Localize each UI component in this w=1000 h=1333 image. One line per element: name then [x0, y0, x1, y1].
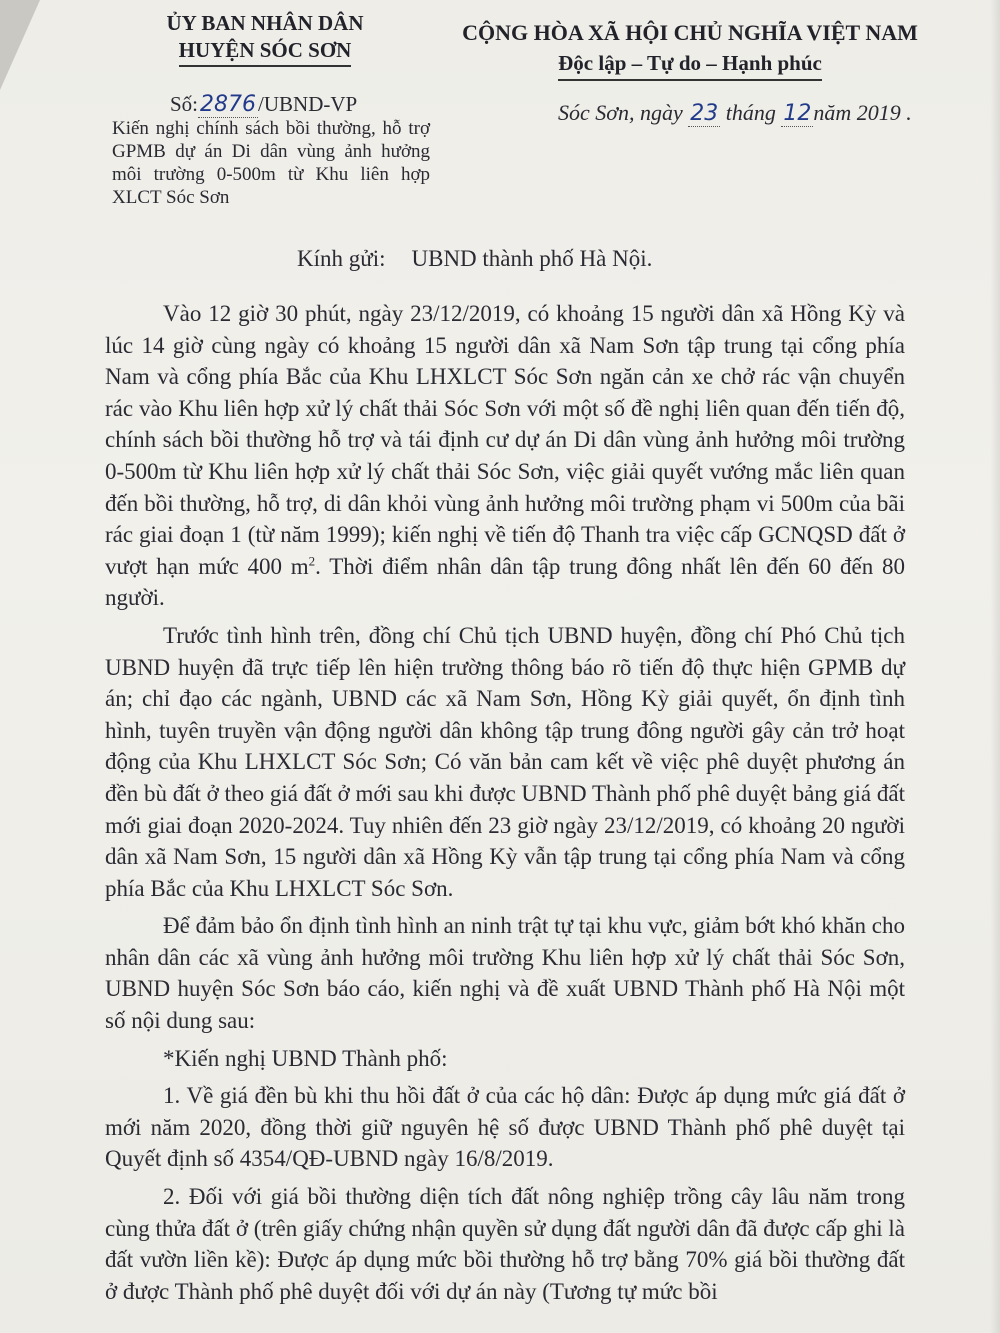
paragraph-2: Trước tình hình trên, đồng chí Chủ tịch UBND huyện, đồng chí Phó Chủ tịch UBND huyện đã trực tiếp lên hiện trường thông báo rõ tiến độ thực hiện GPMB dự án; chỉ đạo các ngành, UBND các xã Nam Sơn, Hồng Kỳ giải quyết, ổn định tình hình, tuyên truyền vận động người dân không tập trung đông người gây cản trở hoạt động của Khu LHXLCT Sóc Sơn; Có văn bản cam kết về việc phê duyệt phương án đền bù đất ở theo giá đất ở mới sau khi được UBND Thành phố phê duyệt bảng giá đất mới giai đoạn 2020-2024. Tuy nhiên đến 23 giờ ngày 23/12/2019, có khoảng 20 người dân xã Nam Sơn, 15 người dân xã Hồng Kỳ vẫn tập trung tại cổng phía Nam và cổng phía Bắc của Khu LHXLCT Sóc Sơn. — [105, 622, 905, 901]
national-motto: Độc lập – Tự do – Hạnh phúc — [558, 48, 822, 81]
ref-suffix: /UBND-VP — [258, 92, 358, 116]
year-label: năm 2019 . — [813, 100, 912, 125]
recipient-name: UBND thành phố Hà Nội. — [411, 246, 653, 271]
paragraph-1-end: . Thời điểm nhân dân tập trung đông nhất lên đến 60 đến 80 người. — [105, 553, 905, 611]
document-summary: Kiến nghị chính sách bồi thường, hỗ trợ GPMB dự án Di dân vùng ảnh hưởng môi trường 0-500m từ Khu liên hợp XLCT Sóc Sơn — [112, 118, 430, 208]
superscript-2: 2 — [308, 553, 316, 569]
paragraph-3: Để đảm bảo ổn định tình hình an ninh trật tự tại khu vực, giảm bớt khó khăn cho nhân dân các xã vùng ảnh hưởng môi trường Khu liên hợp xử lý chất thải Sóc Sơn, UBND huyện Sóc Sơn báo cáo, kiến nghị và đề xuất UBND Thành phố Hà Nội một số nội dung sau: — [105, 913, 905, 1034]
handwritten-ref-number: 2876 — [200, 92, 257, 117]
national-header — [440, 18, 940, 81]
month-label: tháng — [725, 100, 776, 125]
document-body — [105, 298, 905, 1313]
paragraph-5: 1. Về giá đền bù khi thu hồi đất ở của các hộ dân: Được áp dụng mức giá đất ở mới năm 2020, đồng thời giữ nguyên hệ số được UBND Thành phố phê duyệt tại Quyết định số 4354/QĐ-UBND ngày 16/8/2019. — [105, 1083, 905, 1172]
agency-line-2: HUYỆN SÓC SƠN — [179, 37, 352, 67]
paragraph-4: *Kiến nghị UBND Thành phố: — [163, 1045, 448, 1071]
country-name: CỘNG HÒA XÃ HỘI CHỦ NGHĨA VIỆT NAM — [462, 20, 918, 45]
agency-line-1: ỦY BAN NHÂN DÂN — [166, 11, 364, 35]
paragraph-1 — [105, 298, 905, 614]
page-edge-shadow — [990, 0, 1000, 1333]
handwritten-month: 12 — [783, 101, 812, 126]
agency-header — [140, 10, 390, 67]
handwritten-day: 23 — [690, 101, 719, 126]
ref-prefix: Số: — [170, 92, 199, 116]
paragraph-6: 2. Đối với giá bồi thường diện tích đất nông nghiệp trồng cây lâu năm trong cùng thửa đất ở (trên giấy chứng nhận quyền sử dụng đất người dân đã được cấp ghi là đất vườn liền kề): Được áp dụng mức bồi thường hỗ trợ bằng 70% giá bồi thường đất ở được Thành phố phê duyệt đối với dự án này (Tương tự mức bồi — [105, 1184, 905, 1304]
place-date — [558, 100, 912, 126]
folded-corner — [0, 0, 40, 90]
paragraph-1-text: Vào 12 giờ 30 phút, ngày 23/12/2019, có khoảng 15 người dân xã Hồng Kỳ và lúc 14 giờ cùng ngày có khoảng 15 người dân xã Nam Sơn tập trung tại cổng phía Nam và cổng phía Bắc của Khu LHXLCT Sóc Sơn ngăn cản xe chở rác vận chuyển rác vào Khu liên hợp xử lý chất thải Sóc Sơn với một số đề nghị liên quan đến tiến độ, chính sách bồi thường hỗ trợ và tái định cư dự án Di dân vùng ảnh hưởng môi trường 0-500m từ Khu liên hợp xử lý chất thải Sóc Sơn, việc giải quyết vướng mắc liên quan đến bồi thường, hỗ trợ, di dân khỏi vùng ảnh hưởng môi trường phạm vi 500m của bãi rác giai đoạn 1 (từ năm 1999); kiến nghị về tiến độ Thanh tra việc cấp GCNQSD đất ở vượt hạn mức 400 m — [105, 301, 905, 579]
place-label: Sóc Sơn, ngày — [558, 100, 683, 125]
document-number — [170, 92, 357, 117]
recipient-label: Kính gửi: — [297, 246, 386, 271]
recipient-line — [297, 246, 652, 272]
